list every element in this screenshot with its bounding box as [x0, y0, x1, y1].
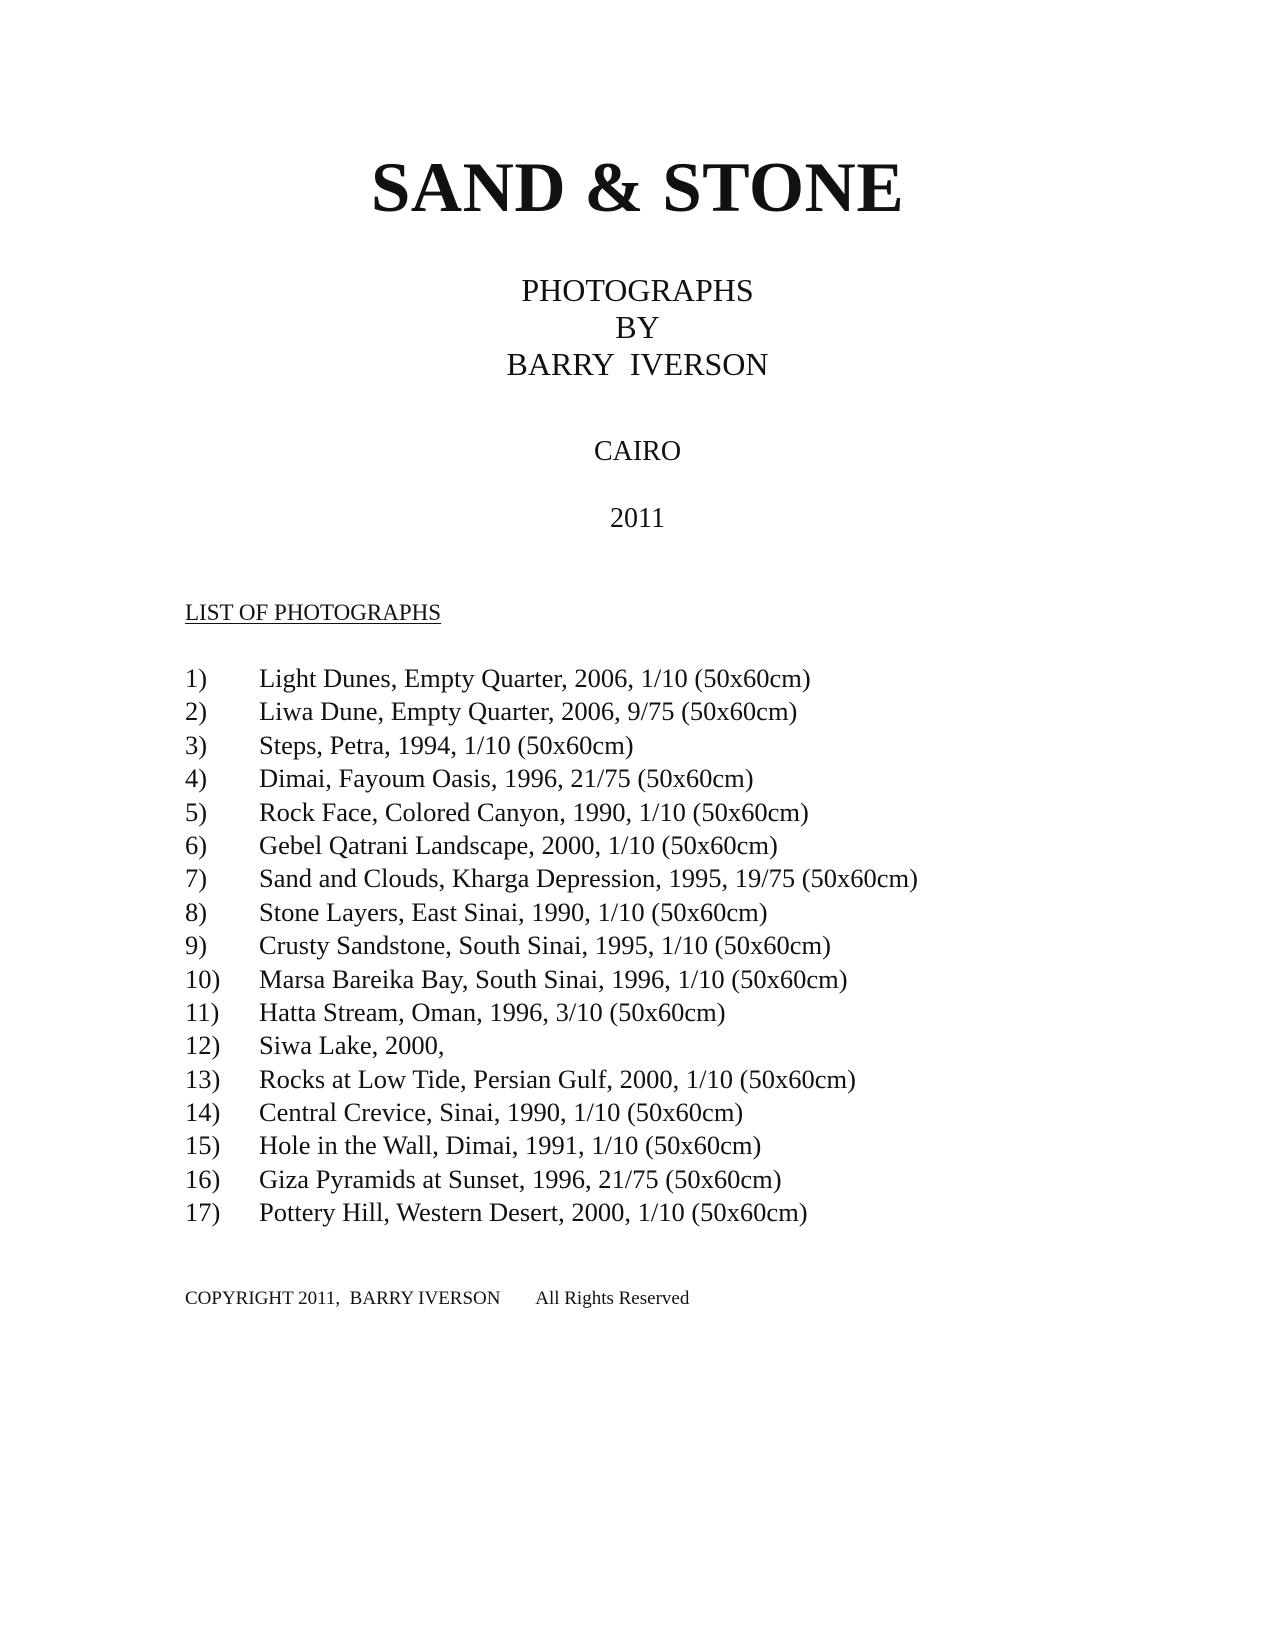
list-item	[185, 929, 918, 962]
list-item	[185, 796, 918, 829]
list-item	[185, 896, 918, 929]
item-text: Pottery Hill, Western Desert, 2000, 1/10 (50x60cm)	[259, 1197, 808, 1228]
list-item	[185, 729, 918, 762]
list-item	[185, 1029, 918, 1062]
list-item	[185, 1096, 918, 1129]
list-item	[185, 1063, 918, 1096]
list-heading: LIST OF PHOTOGRAPHS	[185, 600, 442, 625]
photograph-list	[185, 662, 918, 1230]
city-label: CAIRO	[593, 436, 682, 467]
item-number: 3)	[185, 729, 208, 760]
item-number: 13)	[185, 1063, 221, 1094]
list-item	[185, 1163, 918, 1196]
item-number: 11)	[185, 996, 220, 1027]
item-number: 8)	[185, 896, 208, 927]
item-text: Siwa Lake, 2000,	[259, 1030, 445, 1061]
list-item	[185, 996, 918, 1029]
item-number: 1)	[185, 663, 208, 693]
subtitle-line-by: BY	[615, 309, 660, 345]
subtitle-line-author: BARRY IVERSON	[506, 346, 769, 382]
list-item	[185, 963, 918, 996]
item-text: Central Crevice, Sinai, 1990, 1/10 (50x60cm)	[259, 1097, 744, 1128]
item-number: 17)	[185, 1197, 221, 1228]
subtitle-block	[0, 272, 1275, 383]
list-item	[185, 862, 918, 895]
list-item	[185, 1196, 918, 1229]
rights-text: All Rights Reserved	[535, 1288, 690, 1309]
item-number: 2)	[185, 696, 208, 727]
item-number: 5)	[185, 796, 208, 827]
item-text: Hole in the Wall, Dimai, 1991, 1/10 (50x60cm)	[259, 1130, 762, 1161]
item-text: Stone Layers, East Sinai, 1990, 1/10 (50x60cm)	[259, 896, 768, 927]
document-title: SAND & STONE	[370, 149, 905, 227]
item-text: Marsa Bareika Bay, South Sinai, 1996, 1/10 (50x60cm)	[259, 963, 848, 994]
item-text: Light Dunes, Empty Quarter, 2006, 1/10 (50x60cm)	[259, 663, 811, 693]
item-text: Hatta Stream, Oman, 1996, 3/10 (50x60cm)	[259, 996, 726, 1027]
item-number: 14)	[185, 1097, 221, 1128]
list-item	[185, 695, 918, 728]
item-text: Rock Face, Colored Canyon, 1990, 1/10 (50x60cm)	[259, 796, 809, 827]
item-number: 10)	[185, 963, 221, 994]
year-label: 2011	[610, 503, 665, 534]
item-text: Crusty Sandstone, South Sinai, 1995, 1/10 (50x60cm)	[259, 930, 831, 961]
subtitle-line-photographs: PHOTOGRAPHS	[521, 272, 754, 308]
item-text: Dimai, Fayoum Oasis, 1996, 21/75 (50x60cm)	[259, 763, 754, 794]
item-number: 12)	[185, 1030, 221, 1061]
item-number: 7)	[185, 863, 208, 894]
list-item	[185, 662, 918, 695]
item-number: 16)	[185, 1163, 221, 1194]
copyright-notice	[185, 1287, 689, 1311]
item-number: 15)	[185, 1130, 221, 1161]
item-number: 4)	[185, 763, 208, 794]
item-text: Rocks at Low Tide, Persian Gulf, 2000, 1/10 (50x60cm)	[259, 1063, 856, 1094]
item-number: 9)	[185, 930, 208, 961]
list-item	[185, 829, 918, 862]
list-item	[185, 762, 918, 795]
list-item	[185, 1129, 918, 1162]
item-text: Gebel Qatrani Landscape, 2000, 1/10 (50x60cm)	[259, 829, 778, 860]
copyright-text: COPYRIGHT 2011, BARRY IVERSON	[185, 1288, 501, 1309]
item-text: Steps, Petra, 1994, 1/10 (50x60cm)	[259, 729, 634, 760]
item-text: Sand and Clouds, Kharga Depression, 1995, 19/75 (50x60cm)	[259, 863, 918, 894]
item-text: Liwa Dune, Empty Quarter, 2006, 9/75 (50x60cm)	[259, 696, 798, 727]
item-text: Giza Pyramids at Sunset, 1996, 21/75 (50x60cm)	[259, 1163, 782, 1194]
item-number: 6)	[185, 829, 208, 860]
